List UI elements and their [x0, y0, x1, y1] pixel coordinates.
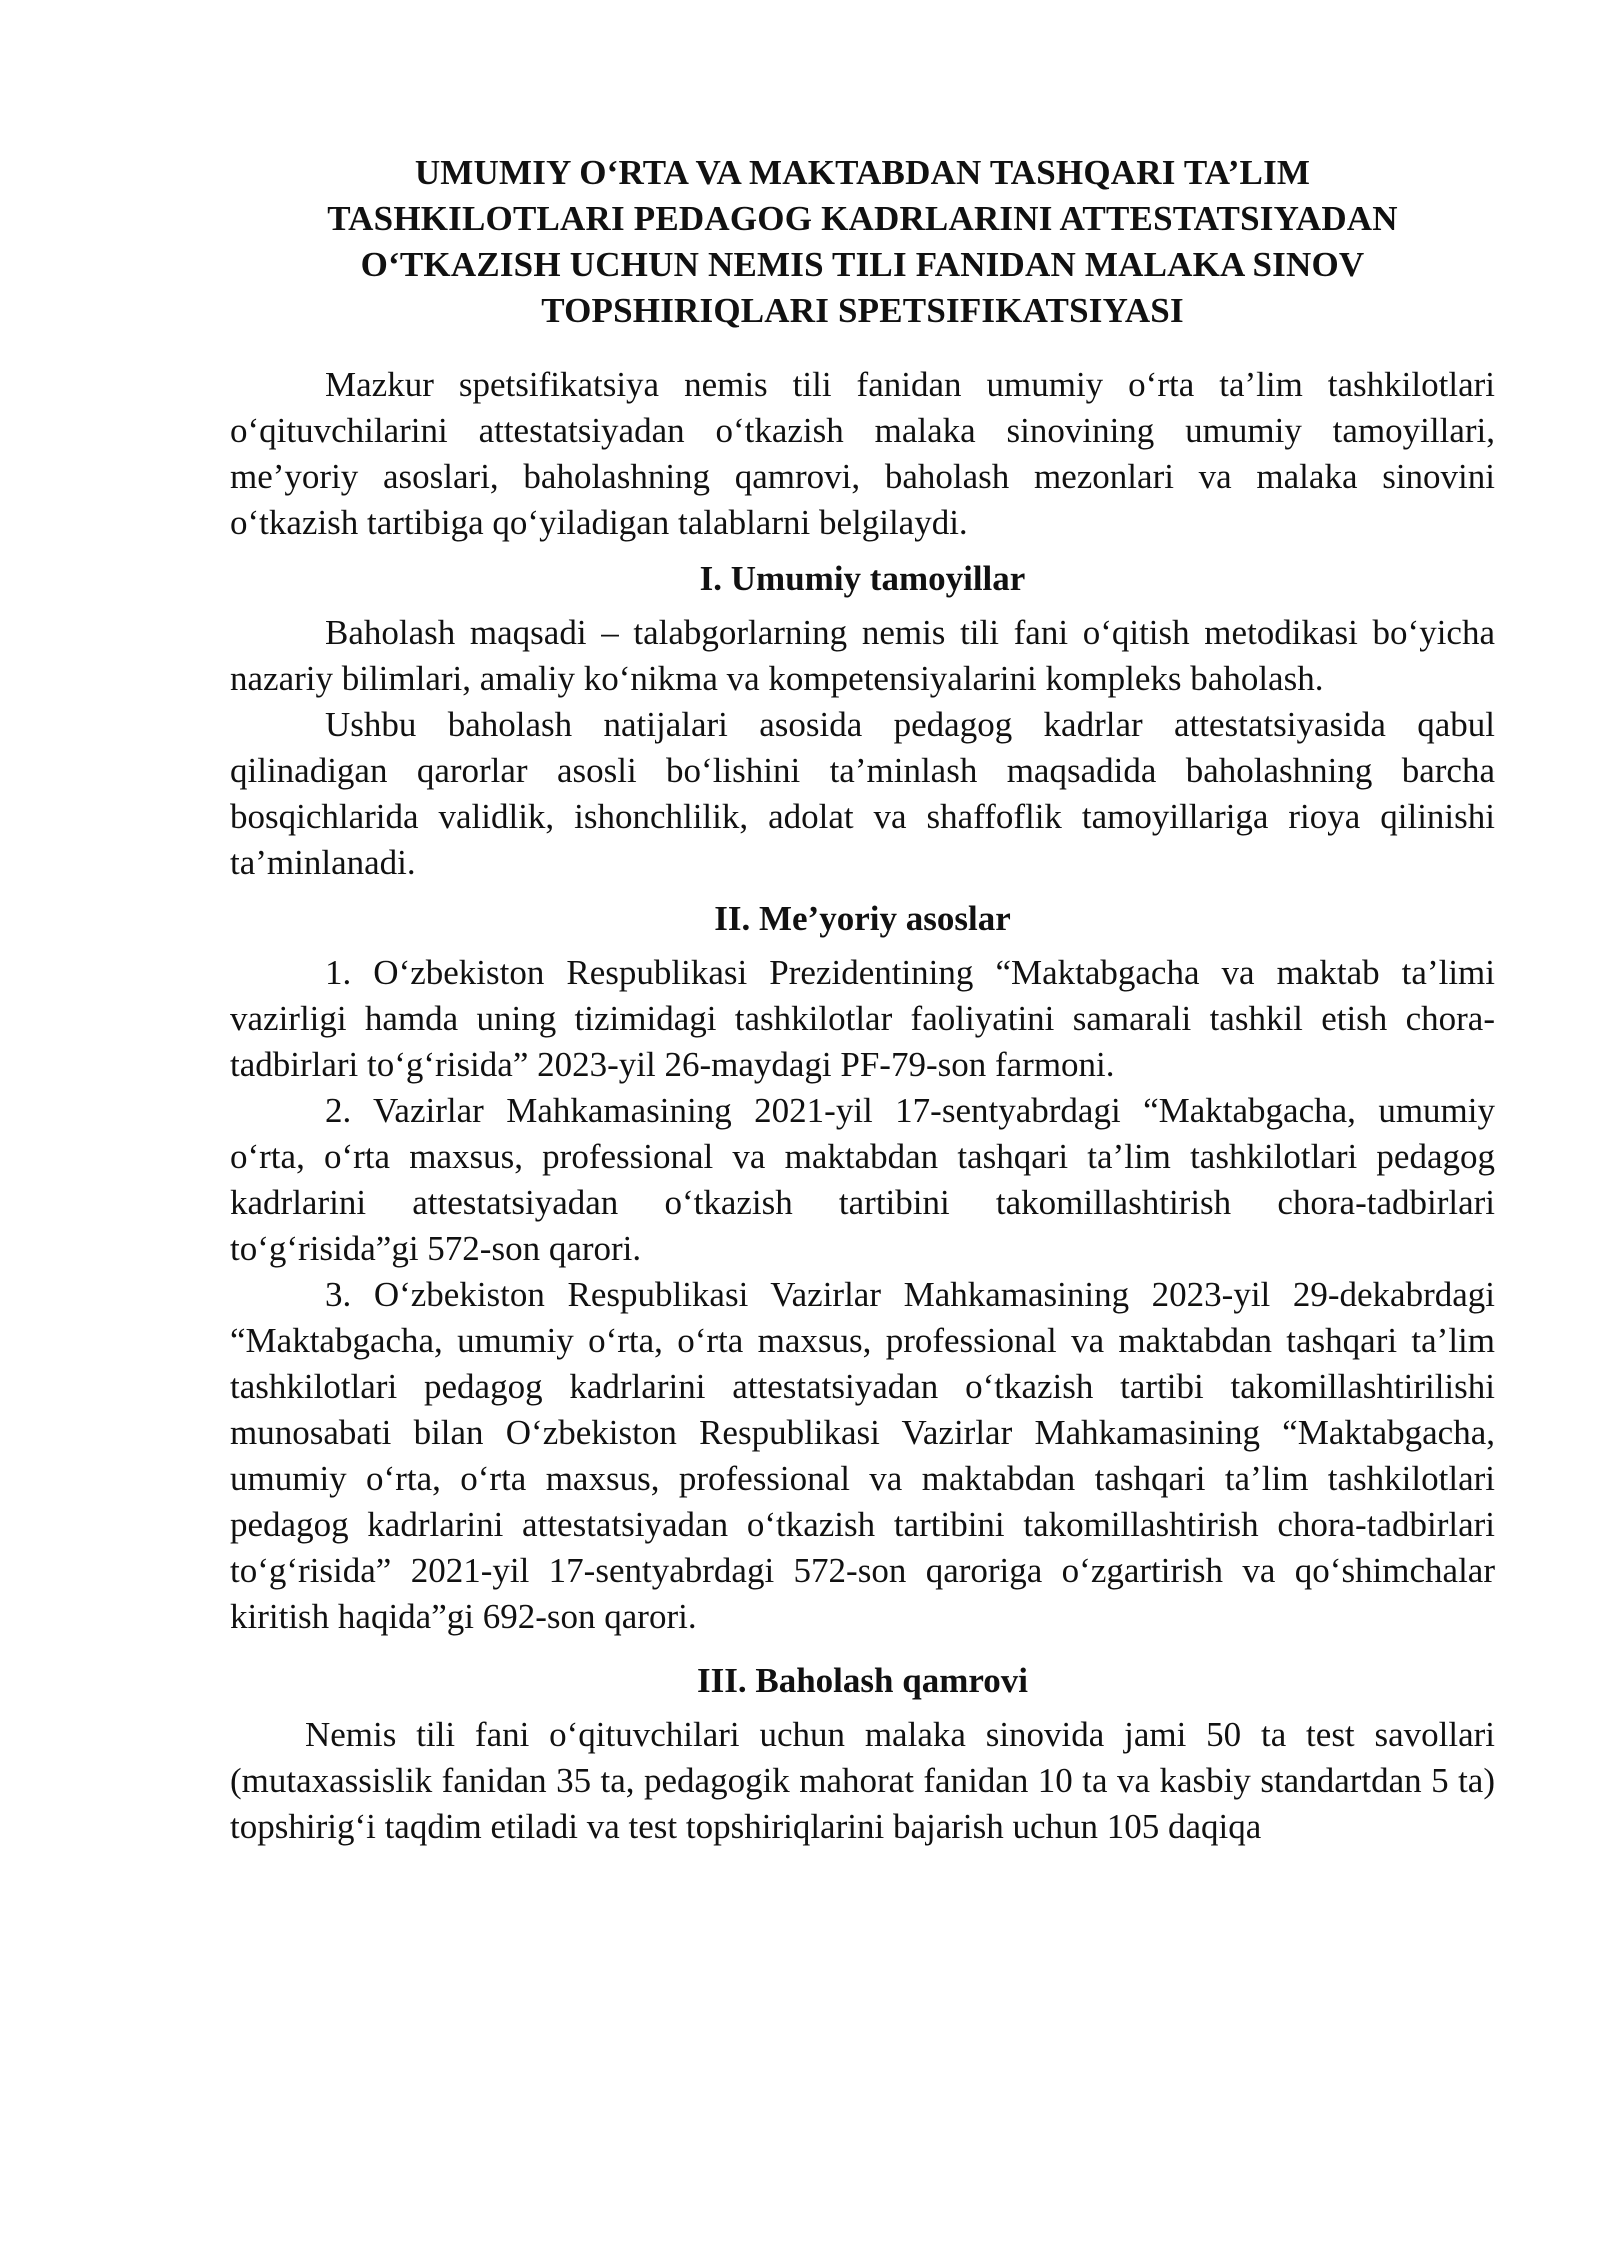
- section-heading-assessment-scope: III. Baholash qamrovi: [697, 1661, 1028, 1700]
- section-heading-normative-basis: II. Me’yoriy asoslar: [714, 899, 1011, 938]
- document-title: [230, 150, 1495, 334]
- normative-item: 1. O‘zbekiston Respublikasi Prezidentining “Maktabgacha va maktab ta’limi vazirligi hamda uning tizimidagi tashkilotlar faoliyatini samarali tashkil etish chora-tadbirlari to‘g‘risida” 2023-yil 26-maydagi PF-79-son farmoni.: [230, 953, 1495, 1084]
- title-line: UMUMIY O‘RTA VA MAKTABDAN TASHQARI TA’LIM: [414, 153, 1311, 192]
- normative-item: 2. Vazirlar Mahkamasining 2021-yil 17-sentyabrdagi “Maktabgacha, umumiy o‘rta, o‘rta maxsus, professional va maktabdan tashqari ta’lim tashkilotlari pedagog kadrlarini attestatsiyadan o‘tkazish tartibini takomillashtirish chora-tadbirlari to‘g‘risida”gi 572-son qarori.: [230, 1091, 1495, 1268]
- section-heading-general-principles: I. Umumiy tamoyillar: [699, 559, 1026, 598]
- section1-paragraph: Ushbu baholash natijalari asosida pedagog kadrlar attestatsiyasida qabul qilinadigan qarorlar asosli bo‘lishini ta’minlash maqsadida baholashning barcha bosqichlarida validlik, ishonchlilik, adolat va shaffoflik tamoyillariga rioya qilinishi ta’minlanadi.: [230, 705, 1495, 882]
- title-line: TASHKILOTLARI PEDAGOG KADRLARINI ATTESTATSIYADAN: [327, 199, 1398, 238]
- section3-paragraph: Nemis tili fani o‘qituvchilari uchun malaka sinovida jami 50 ta test savollari (mutaxassislik fanidan 35 ta, pedagogik mahorat fanidan 10 ta va kasbiy standartdan 5 ta) topshirig‘i taqdim etiladi va test topshiriqlarini bajarish uchun 105 daqiqa: [230, 1715, 1495, 1846]
- title-line: O‘TKAZISH UCHUN NEMIS TILI FANIDAN MALAKA SINOV: [360, 245, 1365, 284]
- intro-paragraph: Mazkur spetsifikatsiya nemis tili fanidan umumiy o‘rta ta’lim tashkilotlari o‘qituvchilarini attestatsiyadan o‘tkazish malaka sinovining umumiy tamoyillari, me’yoriy asoslari, baholashning qamrovi, baholash mezonlari va malaka sinovini o‘tkazish tartibiga qo‘yiladigan talablarni belgilaydi.: [230, 365, 1495, 542]
- document-page: [230, 150, 1495, 1850]
- title-line: TOPSHIRIQLARI SPETSIFIKATSIYASI: [541, 291, 1184, 330]
- section1-paragraph: Baholash maqsadi – talabgorlarning nemis tili fani o‘qitish metodikasi bo‘yicha nazariy bilimlari, amaliy ko‘nikma va kompetensiyalarini kompleks baholash.: [230, 613, 1495, 698]
- normative-item: 3. O‘zbekiston Respublikasi Vazirlar Mahkamasining 2023-yil 29-dekabrdagi “Maktabgacha, umumiy o‘rta, o‘rta maxsus, professional va maktabdan tashqari ta’lim tashkilotlari pedagog kadrlarini attestatsiyadan o‘tkazish tartibi takomillashtirilishi munosabati bilan O‘zbekiston Respublikasi Vazirlar Mahkamasining “Maktabgacha, umumiy o‘rta, o‘rta maxsus, professional va maktabdan tashqari ta’lim tashkilotlari pedagog kadrlarini attestatsiyadan o‘tkazish tartibini takomillashtirish chora-tadbirlari to‘g‘risida” 2021-yil 17-sentyabrdagi 572-son qaroriga o‘zgartirish va qo‘shimchalar kiritish haqida”gi 692-son qarori.: [230, 1275, 1495, 1636]
